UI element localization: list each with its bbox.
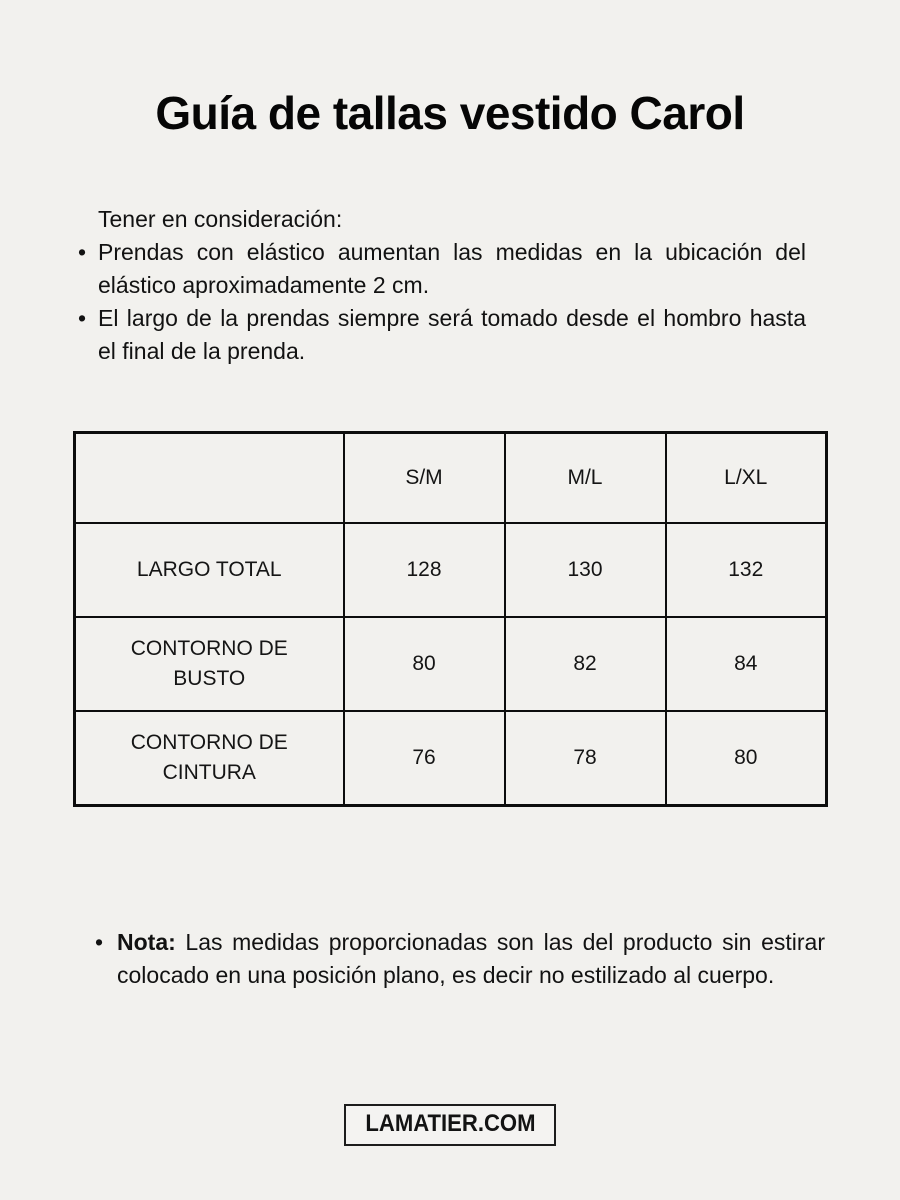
note-section <box>117 926 825 992</box>
note-item <box>117 926 825 992</box>
table-cell: 78 <box>505 711 666 805</box>
table-row <box>75 617 827 711</box>
considerations-heading: Tener en consideración: <box>98 205 343 232</box>
column-header-sm: S/M <box>344 432 505 523</box>
size-table <box>73 431 828 807</box>
row-label: CONTORNO DE CINTURA <box>75 711 344 805</box>
list-item: • El largo de la prendas siempre será tomado desde el hombro hasta el final de la prenda. <box>98 302 806 368</box>
table-cell: 132 <box>666 523 827 617</box>
column-header-lxl: L/XL <box>666 432 827 523</box>
table-cell: 82 <box>505 617 666 711</box>
row-label: CONTORNO DE BUSTO <box>75 617 344 711</box>
page-title: Guía de tallas vestido Carol <box>155 87 745 139</box>
row-label: LARGO TOTAL <box>75 523 344 617</box>
list-item: • Prendas con elástico aumentan las medidas en la ubicación del elástico aproximadamente 2 cm. <box>98 236 806 302</box>
table-corner-cell <box>75 432 344 523</box>
table-header-row <box>75 432 827 523</box>
considerations-section <box>98 203 806 368</box>
table-cell: 130 <box>505 523 666 617</box>
size-table-container <box>73 431 900 807</box>
table-row <box>75 711 827 805</box>
note-label: Nota: <box>117 928 176 955</box>
table-cell: 128 <box>344 523 505 617</box>
considerations-list <box>98 236 806 368</box>
table-cell: 80 <box>344 617 505 711</box>
table-cell: 80 <box>666 711 827 805</box>
column-header-ml: M/L <box>505 432 666 523</box>
table-row <box>75 523 827 617</box>
note-list <box>117 926 825 992</box>
brand-text: LAMATIER.COM <box>364 1109 536 1137</box>
table-cell: 76 <box>344 711 505 805</box>
footer <box>0 1104 900 1146</box>
brand-box <box>344 1104 557 1146</box>
note-text: Las medidas proporcionadas son las del producto sin estirar colocado en una posición plano, es decir no estilizado al cuerpo. <box>117 928 826 988</box>
table-cell: 84 <box>666 617 827 711</box>
